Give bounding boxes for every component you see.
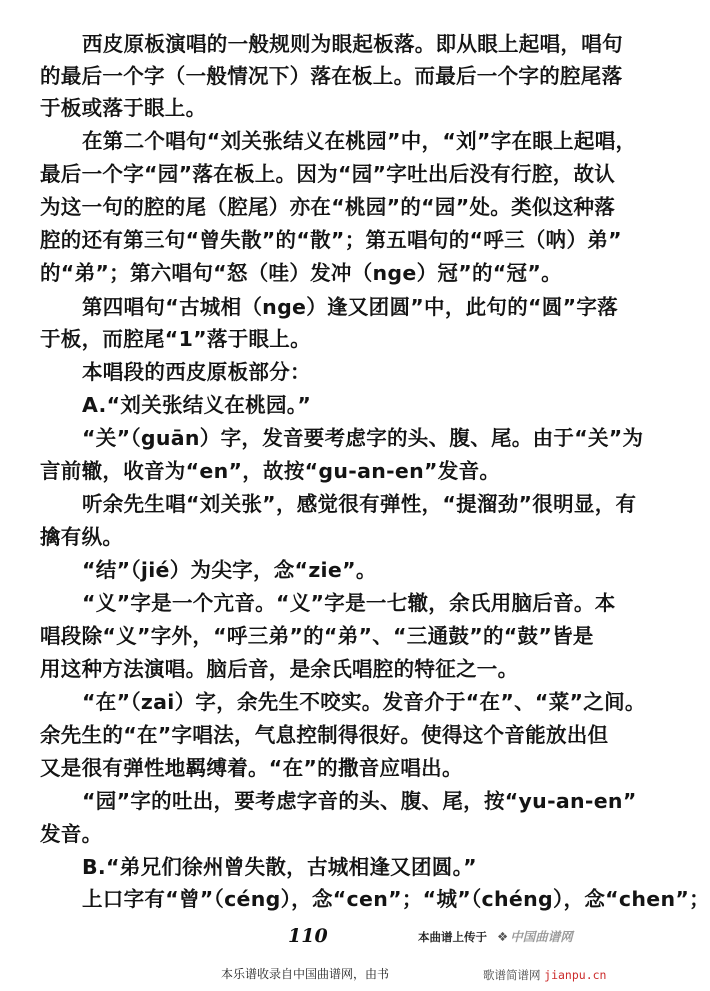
text-line: 最后一个字“园”落在板上。因为“园”字吐出后没有行腔，故认: [40, 162, 616, 186]
text-line: 本唱段的西皮原板部分：: [82, 360, 311, 384]
text-line: 用这种方法演唱。脑后音，是余氏唱腔的特征之一。: [40, 657, 519, 681]
text-line: “结”（jié）为尖字，念“zie”。: [82, 558, 377, 582]
text-line: 余先生的“在”字唱法，气息控制得很好。使得这个音能放出但: [40, 723, 609, 747]
text-line: 擒有纵。: [40, 525, 124, 549]
text-line: 于板，而腔尾“1”落于眼上。: [40, 327, 311, 351]
text-line: “关”（guān）字，发音要考虑字的头、腹、尾。由于“关”为: [82, 426, 644, 450]
text-line: 又是很有弹性地羁缚着。“在”的撒音应唱出。: [40, 756, 463, 780]
logo-text: 中国曲谱网: [510, 929, 573, 944]
text-line: “在”（zai）字，余先生不咬实。发音介于“在”、“菜”之间。: [82, 690, 646, 714]
logo-mark-icon: ❖: [497, 929, 509, 944]
text-line: 听余先生唱“刘关张”，感觉很有弹性，“提溜劲”很明显，有: [82, 492, 637, 516]
text-line: A.“刘关张结义在桃园。”: [82, 393, 312, 417]
text-line: 于板或落于眼上。: [40, 96, 207, 120]
text-line: “义”字是一个亢音。“义”字是一七辙，余氏用脑后音。本: [82, 591, 616, 615]
watermark-label: 歌谱简谱网: [483, 968, 541, 982]
text-line: “园”字的吐出，要考虑字音的头、腹、尾，按“yu-an-en”: [82, 789, 637, 813]
text-line: 言前辙，收音为“en”，故按“gu-an-en”发音。: [40, 459, 501, 483]
upload-credit: [418, 927, 598, 945]
page-number: 110: [288, 925, 328, 947]
upload-note: 本曲谱上传于: [418, 930, 487, 944]
footer-source-text: 本乐谱收录自中国曲谱网，由书: [221, 967, 390, 981]
text-line: 唱段除“义”字外，“呼三弟”的“弟”、“三通鼓”的“鼓”皆是: [40, 624, 594, 648]
watermark-url: jianpu.cn: [544, 968, 607, 982]
text-line: 的最后一个字（一般情况下）落在板上。而最后一个字的腔尾落: [40, 64, 623, 88]
text-line: 西皮原板演唱的一般规则为眼起板落。即从眼上起唱，唱句: [82, 32, 623, 56]
text-line: 在第二个唱句“刘关张结义在桃园”中，“刘”字在眼上起唱，: [82, 129, 637, 153]
text-line: 第四唱句“古城相（nge）逢又团圆”中，此句的“圆”字落: [82, 295, 618, 319]
text-line: 腔的还有第三句“曾失散”的“散”；第五唱句的“呼三（呐）弟”: [40, 228, 622, 252]
text-line: B.“弟兄们徐州曾失散，古城相逢又团圆。”: [82, 855, 477, 879]
text-line: 发音。: [40, 822, 103, 846]
text-line: 的“弟”；第六唱句“怒（哇）发冲（nge）冠”的“冠”。: [40, 261, 562, 285]
watermark: [483, 967, 629, 983]
site-logo: [497, 927, 573, 945]
text-line: 为这一句的腔的尾（腔尾）亦在“桃园”的“园”处。类似这种落: [40, 195, 616, 219]
text-line: 上口字有“曾”（céng），念“cen”；“城”（chéng），念“chen”；: [82, 887, 710, 911]
